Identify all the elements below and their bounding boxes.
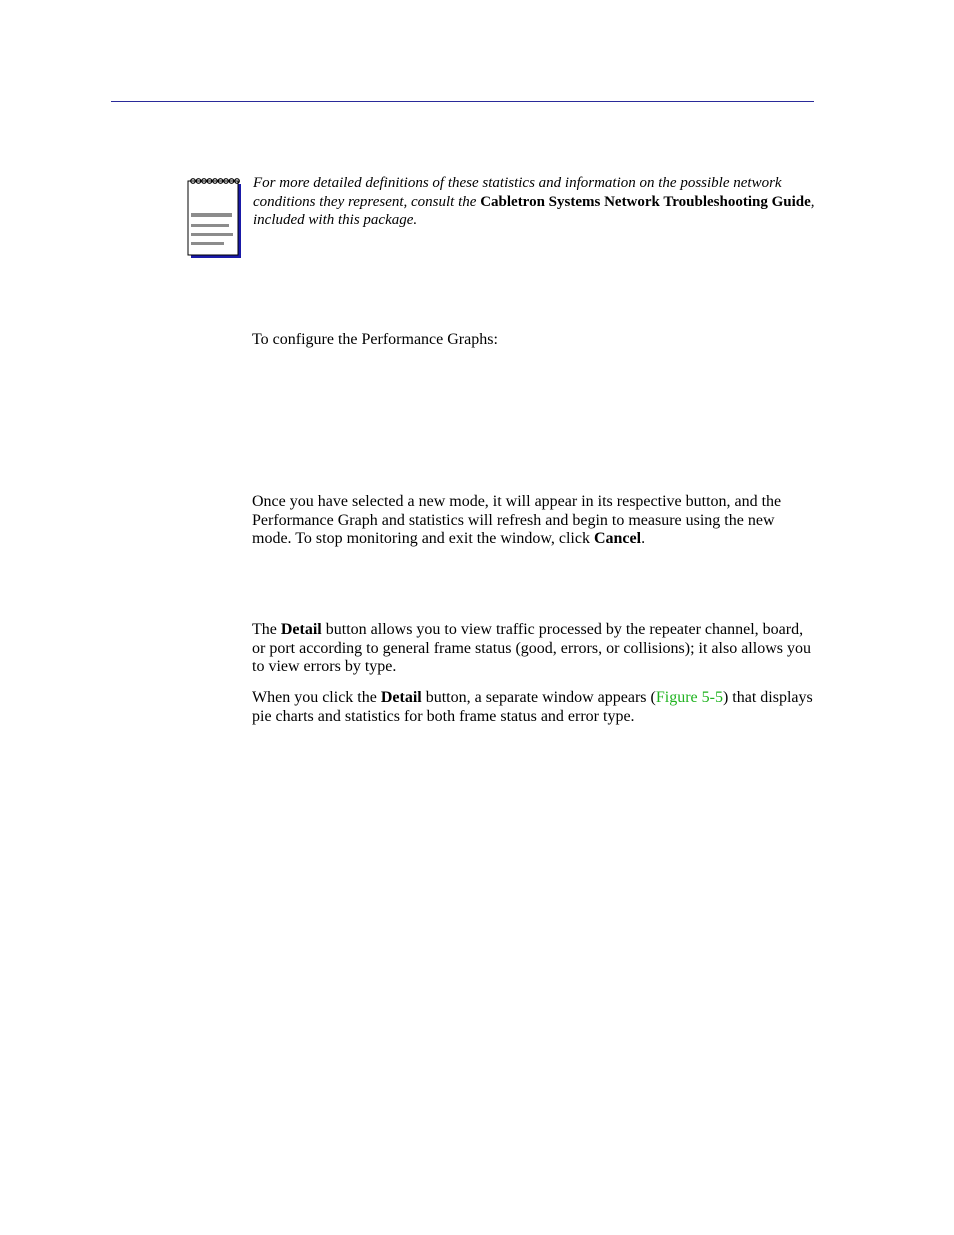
window-text-before: When you click the bbox=[252, 689, 381, 706]
note-text bbox=[253, 174, 819, 230]
mode-text-after: . bbox=[641, 530, 646, 548]
header-rule bbox=[111, 101, 814, 102]
configure-intro: To configure the Performance Graphs: bbox=[252, 331, 498, 348]
note-text-before: For more detailed definitions of these statistics and information on the possible network conditions they represent, consult the bbox=[253, 175, 782, 210]
window-paragraph bbox=[252, 689, 818, 726]
mode-text-before: Once you have selected a new mode, it will appear in its respective button, and the Performance Graph and statistics will refresh and begin to measure using the new mode. To stop monitoring and exit the window, click bbox=[252, 493, 782, 548]
figure-5-5-link[interactable]: Figure 5-5 bbox=[655, 689, 723, 706]
cancel-label: Cancel bbox=[593, 530, 642, 548]
detail-paragraph bbox=[252, 621, 818, 677]
window-text-after: ) that displays pie charts and statistics for both frame status and error type. bbox=[252, 689, 813, 725]
troubleshooting-guide-title: Cabletron Systems Network Troubleshooting Guide bbox=[480, 193, 811, 210]
detail-text-before: The bbox=[252, 621, 281, 638]
mode-paragraph bbox=[252, 493, 818, 549]
note-text-after: , included with this package. bbox=[253, 193, 815, 228]
note-icon bbox=[187, 177, 243, 259]
detail-label: Detail bbox=[380, 689, 422, 706]
window-text-middle: button, a separate window appears ( bbox=[421, 689, 656, 706]
detail-text-after: button allows you to view traffic processed by the repeater channel, board, or port according to general frame status (good, errors, or collisions); it also allows you to view errors by type. bbox=[252, 621, 811, 676]
detail-label: Detail bbox=[280, 621, 322, 638]
